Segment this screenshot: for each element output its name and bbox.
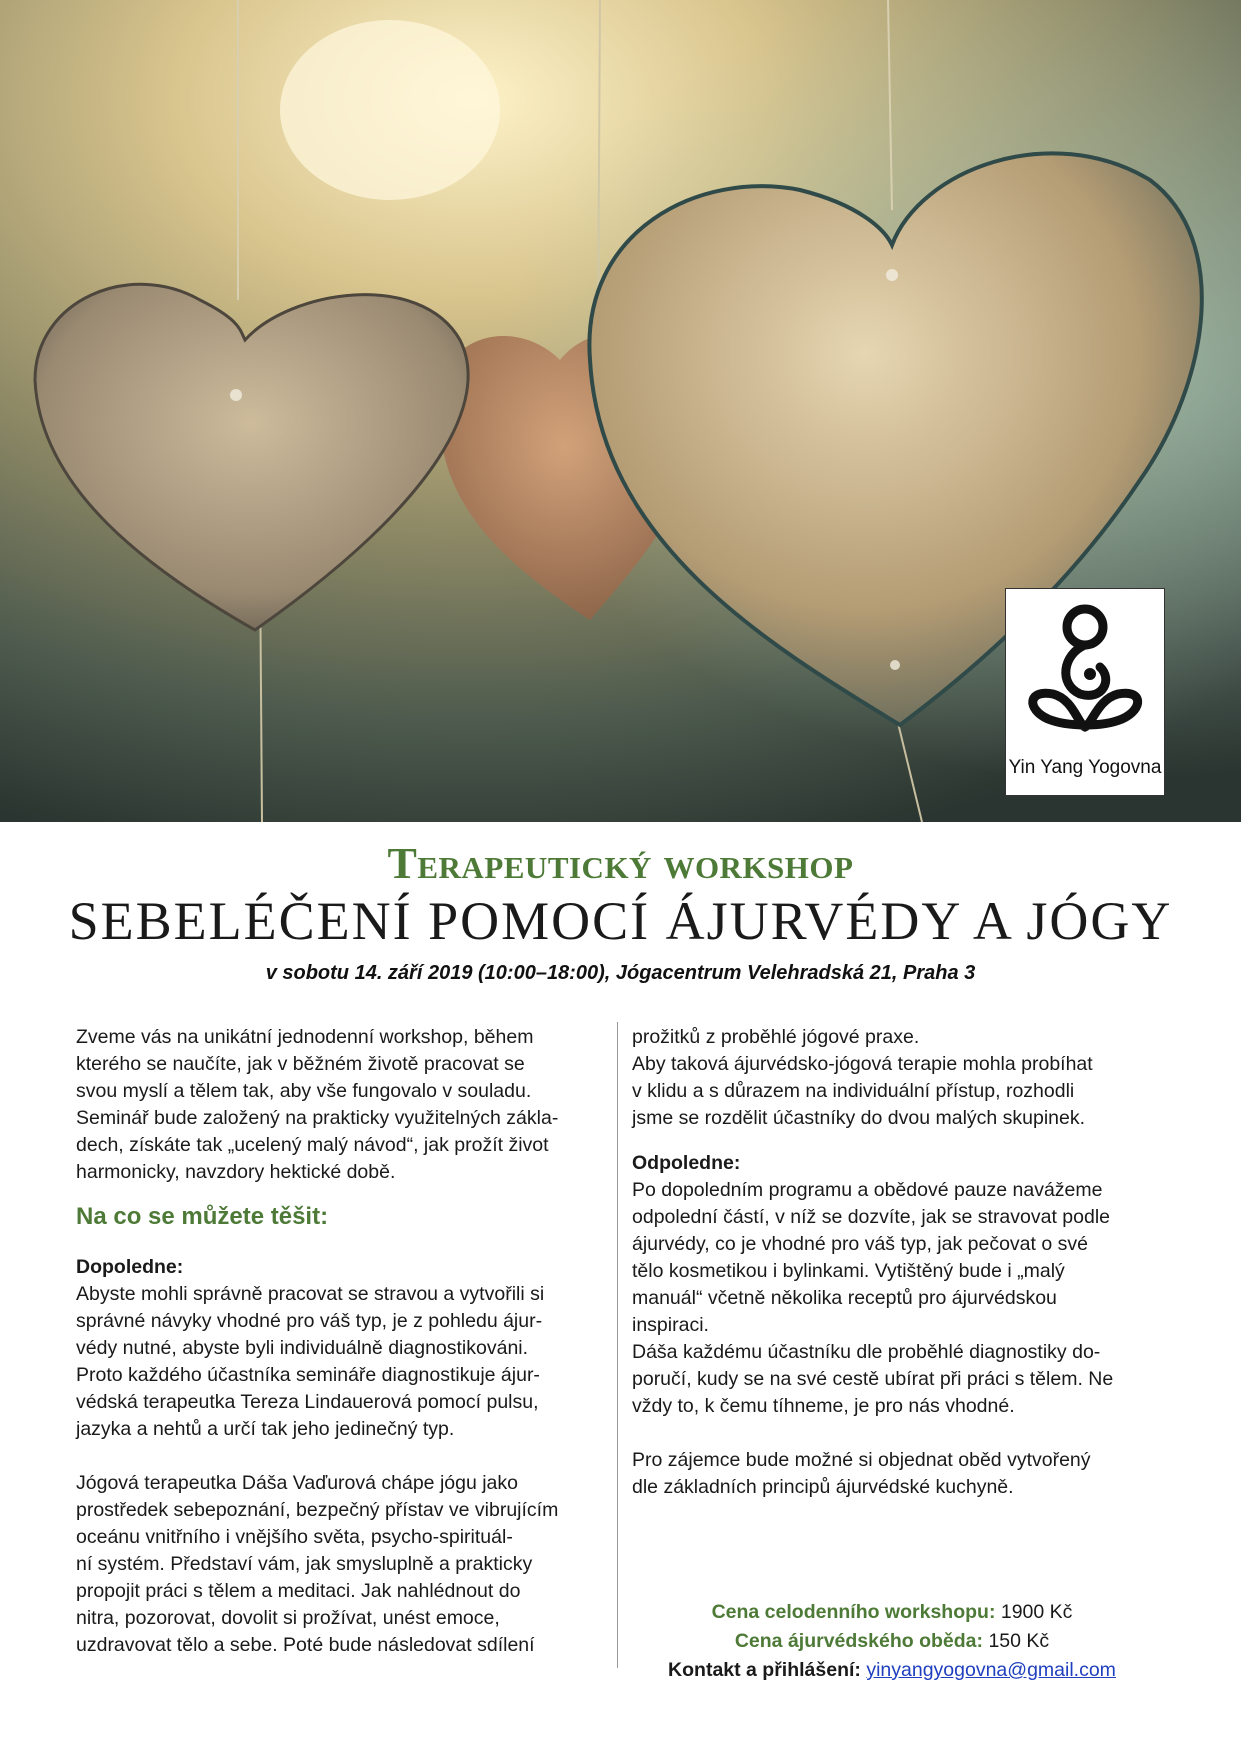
workshop-subtitle: SEBELÉČENÍ POMOCÍ ÁJURVÉDY A JÓGY — [68, 891, 1173, 951]
pricing-block — [632, 1598, 1152, 1685]
right-column — [632, 1024, 1152, 1501]
morning-label: Dopoledne: — [76, 1256, 184, 1278]
contact-label: Kontakt a přihlášení: — [668, 1659, 861, 1681]
workshop-price-label: Cena celodenního workshopu: — [711, 1601, 996, 1623]
continuation-paragraph: prožitků z proběhlé jógové praxe. Aby taková ájurvédsko-jógová terapie mohla probíhat v klidu a s důrazem na individuální přístup, rozhodli jsme se rozdělit účastníky do dvou malých skupinek. — [632, 1026, 1093, 1129]
lunch-price-value: 150 Kč — [988, 1630, 1050, 1652]
intro-paragraph: Zveme vás na unikátní jednodenní workshop, během kterého se naučíte, jak v běžném životě pracovat se svou myslí a tělem tak, aby vše fungovalo v souladu. Seminář bude založený na prakticky využitelných zákla- dech, získáte tak „ucelený malý návod“, jak prožít život harmonicky, navzdory hektické době. — [76, 1026, 559, 1183]
afternoon-paragraph: Po dopoledním programu a obědové pauze navážeme odpolední částí, v níž se dozvíte, jak se stravovat podle ájurvédy, co je vhodné pro váš typ, jak pečovat o své tělo kosmetikou i bylinkami. Vytištěný bude i „malý manuál“ včetně několika receptů pro ájurvédskou inspiraci. Dáša každému účastníku dle proběhlé diagnostiky do- poručí, kudy se na své cestě ubírat při práci s tělem. Ne vždy to, k čemu tíhneme, je pro nás vhodné. — [632, 1179, 1114, 1417]
logo-text: Yin Yang Yogovna — [1008, 757, 1162, 778]
lunch-price-label: Cena ájurvédského oběda: — [734, 1630, 984, 1652]
yoga-paragraph: Jógová terapeutka Dáša Vaďurová chápe jógu jako prostředek sebepoznání, bezpečný přístav ve vibrujícím oceánu vnitřního i vnějšího světa, psycho-spirituál- ní systém. Představí vám, jak smysluplně a prakticky propojit práci s tělem a meditaci. Jak nahlédnout do nitra, pozorovat, dovolit si prožívat, unést emoce, uzdravovat tělo a sebe. Poté bude následovat sdílení — [76, 1472, 559, 1656]
contact-email-link[interactable]: yinyangyogovna@gmail.com — [866, 1659, 1116, 1681]
logo-box — [1005, 588, 1165, 796]
workshop-price-line — [632, 1598, 1152, 1627]
lunch-price-line — [632, 1627, 1152, 1656]
left-column — [76, 1024, 601, 1659]
workshop-title: Terapeutický workshop — [387, 839, 854, 888]
meditating-figure-yin-yang-icon — [1018, 599, 1152, 749]
column-divider — [617, 1022, 618, 1668]
workshop-price-value: 1900 Kč — [1000, 1601, 1073, 1623]
lunch-paragraph: Pro zájemce bude možné si objednat oběd vytvořený dle základních principů ájurvédské kuchyně. — [632, 1449, 1091, 1498]
section-heading: Na co se můžete těšit: — [76, 1203, 329, 1230]
contact-line — [632, 1656, 1152, 1685]
afternoon-label: Odpoledne: — [632, 1152, 741, 1174]
morning-paragraph: Abyste mohli správně pracovat se stravou a vytvořili si správné návyky vhodné pro váš typ, je z pohledu ájur- védy nutné, abyste byli individuálně diagnostikováni. Proto každého účastníka semináře diagnostikuje ájur- védská terapeutka Tereza Lindauerová pomocí pulsu, jazyka a nehtů a určí tak jeho jedinečný typ. — [76, 1283, 545, 1440]
date-location: v sobotu 14. září 2019 (10:00–18:00), Jógacentrum Velehradská 21, Praha 3 — [265, 962, 976, 984]
